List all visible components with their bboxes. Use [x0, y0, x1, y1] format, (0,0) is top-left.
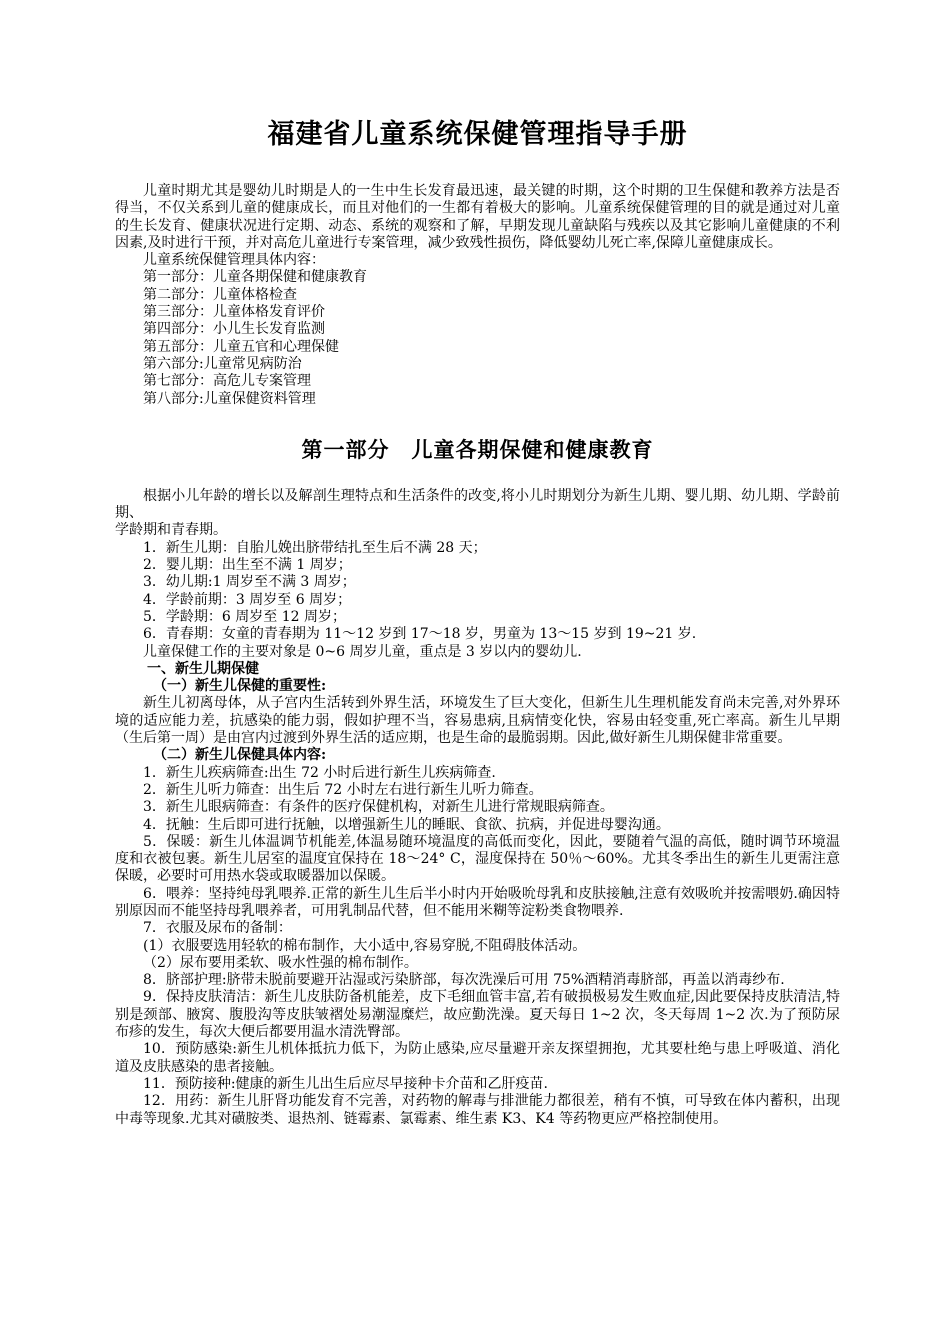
document-page [115, 112, 840, 1128]
part1-intro-cont: 学龄期和青春期。 [115, 522, 227, 539]
period-item-3: 3．幼儿期:1 周岁至不满 3 周岁； [143, 574, 356, 591]
subsection-importance-title: （一）新生儿保健的重要性: [153, 678, 327, 695]
toc-item-3: 第三部分：儿童体格发育评价 [143, 304, 325, 321]
toc-item-2: 第二部分：儿童体格检查 [143, 286, 297, 303]
care-item-9: 9．保持皮肤清洁：新生儿皮肤防备机能差，皮下毛细血管丰富,若有破损极易发生败血症,因此要保持皮肤清洁,特别是颈部、腋窝、腹股沟等皮肤皱褶处易潮湿糜烂，故应勤洗澡。夏天每日 1~2 次，冬天每周 1~2 次.为了预防尿布疹的发生，每次大便后都要用温水清洗臀部。 [115, 989, 840, 1041]
subsection-content-title: （二）新生儿保健具体内容: [153, 747, 327, 764]
contents-heading: 儿童系统保健管理具体内容： [143, 252, 325, 269]
toc-item-4: 第四部分：小儿生长发育监测 [143, 321, 325, 338]
period-item-5: 5．学龄期：6 周岁至 12 周岁； [143, 608, 346, 625]
care-item-12: 12．用药：新生儿肝肾功能发育不完善，对药物的解毒与排泄能力都很差，稍有不慎，可导致在体内蓄积，出现中毒等现象.尤其对磺胺类、退热剂、链霉素、氯霉素、维生素 K3、K4 等药物更应严格控制使用。 [115, 1093, 840, 1127]
care-item-7-sub-2: （2）尿布要用柔软、吸水性强的棉布制作。 [143, 954, 418, 971]
care-item-7: 7．衣服及尿布的备制： [143, 920, 292, 937]
care-item-4: 4．抚触：生后即可进行抚触，以增强新生儿的睡眠、食欲、抗病，并促进母婴沟通。 [143, 816, 670, 833]
period-item-6: 6．青春期：女童的青春期为 11～12 岁到 17～18 岁，男童为 13～15 岁到 19~21 岁. [143, 626, 697, 643]
part1-heading: 第一部分 儿童各期保健和健康教育 [301, 436, 654, 462]
focus-paragraph: 儿童保健工作的主要对象是 0~6 周岁儿童，重点是 3 岁以内的婴幼儿. [143, 643, 582, 660]
period-item-2: 2．婴儿期：出生至不满 1 周岁； [143, 557, 352, 574]
subsection-importance-text: 新生儿初离母体，从子宫内生活转到外界生活，环境发生了巨大变化，但新生儿生理机能发育尚未完善,对外界环境的适应能力差，抗感染的能力弱，假如护理不当，容易患病,且病情变化快，容易由轻变重,死亡率高。新生儿早期（生后第一周）是由宫内过渡到外界生活的适应期，也是生命的最脆弱期。因此,做好新生儿期保健非常重要。 [115, 695, 840, 747]
intro-paragraph: 儿童时期尤其是婴幼儿时期是人的一生中生长发育最迅速，最关键的时期，这个时期的卫生保健和教养方法是否得当，不仅关系到儿童的健康成长，而且对他们的一生都有着极大的影响。儿童系统保健管理的目的就是通过对儿童的生长发育、健康状况进行定期、动态、系统的观察和了解，早期发现儿童缺陷与残疾以及其它影响儿童健康的不利因素,及时进行干预，并对高危儿童进行专案管理，减少致残性损伤，降低婴幼儿死亡率,保障儿童健康成长。 [115, 183, 840, 251]
care-item-5: 5．保暖：新生儿体温调节机能差,体温易随环境温度的高低而变化，因此，要随着气温的高低，随时调节环境温度和衣被包裹。新生儿居室的温度宜保持在 18～24° C，湿度保持在 50％～60%。尤其冬季出生的新生儿更需注意保暖，必要时可用热水袋或取暖器加以保暖。 [115, 833, 840, 885]
document-title: 福建省儿童系统保健管理指导手册 [267, 119, 688, 150]
care-item-7-sub-1: (1）衣服要选用轻软的棉布制作，大小适中,容易穿脱,不阻碍肢体活动。 [143, 937, 587, 954]
toc-item-1: 第一部分：儿童各期保健和健康教育 [143, 269, 367, 286]
care-item-1: 1．新生儿疾病筛查:出生 72 小时后进行新生儿疾病筛查. [143, 764, 496, 781]
care-item-3: 3．新生儿眼病筛查：有条件的医疗保健机构，对新生儿进行常规眼病筛查。 [143, 799, 614, 816]
toc-item-5: 第五部分：儿童五官和心理保健 [143, 338, 339, 355]
toc-item-6: 第六部分:儿童常见病防治 [143, 355, 302, 372]
care-item-10: 10．预防感染:新生儿机体抵抗力低下，为防止感染,应尽量避开亲友探望拥抱，尤其要杜绝与患上呼吸道、消化道及皮肤感染的患者接触。 [115, 1041, 840, 1075]
toc-item-8: 第八部分:儿童保健资料管理 [143, 390, 316, 407]
care-item-11: 11．预防接种:健康的新生儿出生后应尽早接种卡介苗和乙肝疫苗. [143, 1075, 548, 1092]
period-item-1: 1．新生儿期：自胎儿娩出脐带结扎至生后不满 28 天； [143, 539, 487, 556]
care-item-2: 2．新生儿听力筛查：出生后 72 小时左右进行新生儿听力筛查。 [143, 781, 543, 798]
part1-intro: 根据小儿年龄的增长以及解剖生理特点和生活条件的改变,将小儿时期划分为新生儿期、婴儿期、幼儿期、学龄前期、 [115, 487, 840, 522]
care-item-6: 6．喂养：坚持纯母乳喂养.正常的新生儿生后半小时内开始吸吮母乳和皮肤接触,注意有效吸吮并按需喂奶.确因特别原因而不能坚持母乳喂养者，可用乳制品代替，但不能用米糊等淀粉类食物喂养. [115, 885, 840, 919]
toc-item-7: 第七部分：高危儿专案管理 [143, 373, 311, 390]
section-newborn-title: 一、新生儿期保健 [147, 660, 259, 677]
period-item-4: 4．学龄前期：3 周岁至 6 周岁； [143, 591, 352, 608]
care-item-8: 8．脐部护理:脐带未脱前要避开沾湿或污染脐部，每次洗澡后可用 75%酒精消毒脐部，再盖以消毒纱布. [143, 972, 785, 989]
